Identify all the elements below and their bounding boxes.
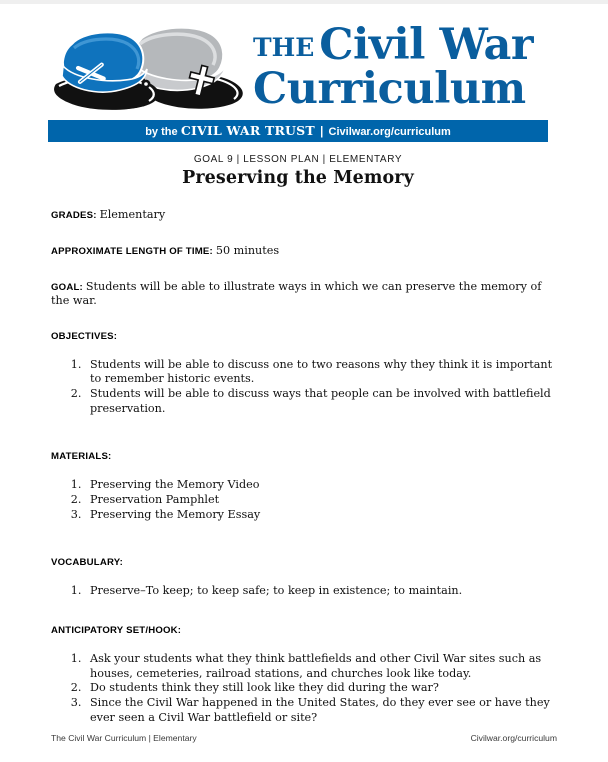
list-item: 3. Since the Civil War happened in the United States, do they ever see or have they ever seen a Civil War battlefield or site? [85, 696, 557, 726]
list-item: 1. Ask your students what they think battlefields and other Civil War sites such as houses, cemeteries, railroad stations, and churches look like today. [85, 652, 557, 682]
footer-left: The Civil War Curriculum | Elementary [51, 733, 197, 743]
section-objectives-heading: OBJECTIVES: [51, 330, 118, 342]
field-length-of-time [51, 244, 557, 258]
field-goal [51, 280, 557, 308]
section-anticipatory-set [51, 625, 557, 726]
field-length-value: 50 minutes [215, 244, 280, 258]
list-item: 1. Preserving the Memory Video [85, 478, 557, 493]
section-materials-heading: MATERIALS: [51, 451, 112, 463]
bar-by-the: by the [145, 126, 178, 138]
wordmark-line-1 [253, 20, 598, 70]
section-vocabulary-heading: VOCABULARY: [51, 556, 124, 568]
field-grades-label: GRADES: [51, 210, 97, 221]
field-grades-value: Elementary [99, 208, 166, 221]
field-grades [51, 208, 557, 222]
bar-separator: | [320, 126, 324, 138]
viewport-top-strip [0, 0, 608, 4]
list-item: 2. Preservation Pamphlet [85, 493, 557, 508]
wordmark-civil-war: Civil War [319, 20, 534, 70]
list-item: 2. Students will be able to discuss ways that people can be involved with battlefield preservation. [85, 387, 557, 417]
bar-url[interactable]: Civilwar.org/curriculum [328, 126, 451, 138]
bar-organization: CIVIL WAR TRUST [180, 123, 315, 138]
wordmark [253, 20, 598, 115]
breadcrumb: GOAL 9 | LESSON PLAN | ELEMENTARY [193, 154, 403, 165]
field-goal-value: Students will be able to illustrate ways in which we can preserve the memory of the war. [51, 280, 542, 308]
wordmark-the: THE [253, 33, 315, 62]
list-item: 1. Preserve–To keep; to keep safe; to keep in existence; to maintain. [85, 584, 557, 599]
list-item: 1. Students will be able to discuss one to two reasons why they think it is important to remember historic events. [85, 358, 557, 388]
title-block [48, 154, 548, 188]
list-item: 3. Preserving the Memory Essay [85, 508, 557, 523]
two-kepi-hats-icon [48, 22, 253, 118]
document-body [51, 208, 557, 746]
page-title: Preserving the Memory [182, 168, 414, 188]
section-objectives [51, 331, 557, 418]
list-item: 2. Do students think they still look like they did during the war? [85, 681, 557, 696]
section-materials [51, 451, 557, 523]
section-vocabulary [51, 557, 557, 599]
section-materials-list [51, 478, 557, 523]
footer-right: Civilwar.org/curriculum [470, 733, 557, 743]
field-goal-label: GOAL: [51, 282, 83, 294]
section-anticipatory-heading: ANTICIPATORY SET/HOOK: [51, 624, 182, 636]
section-anticipatory-list [51, 652, 557, 726]
page-footer [51, 733, 557, 743]
section-vocabulary-list [51, 584, 557, 599]
brand-blue-bar [48, 120, 548, 142]
field-length-label: APPROXIMATE LENGTH OF TIME: [51, 246, 213, 258]
masthead [48, 22, 548, 118]
section-objectives-list [51, 358, 557, 418]
wordmark-line-2: Curriculum [253, 64, 526, 115]
brand-bar-text [48, 120, 548, 143]
